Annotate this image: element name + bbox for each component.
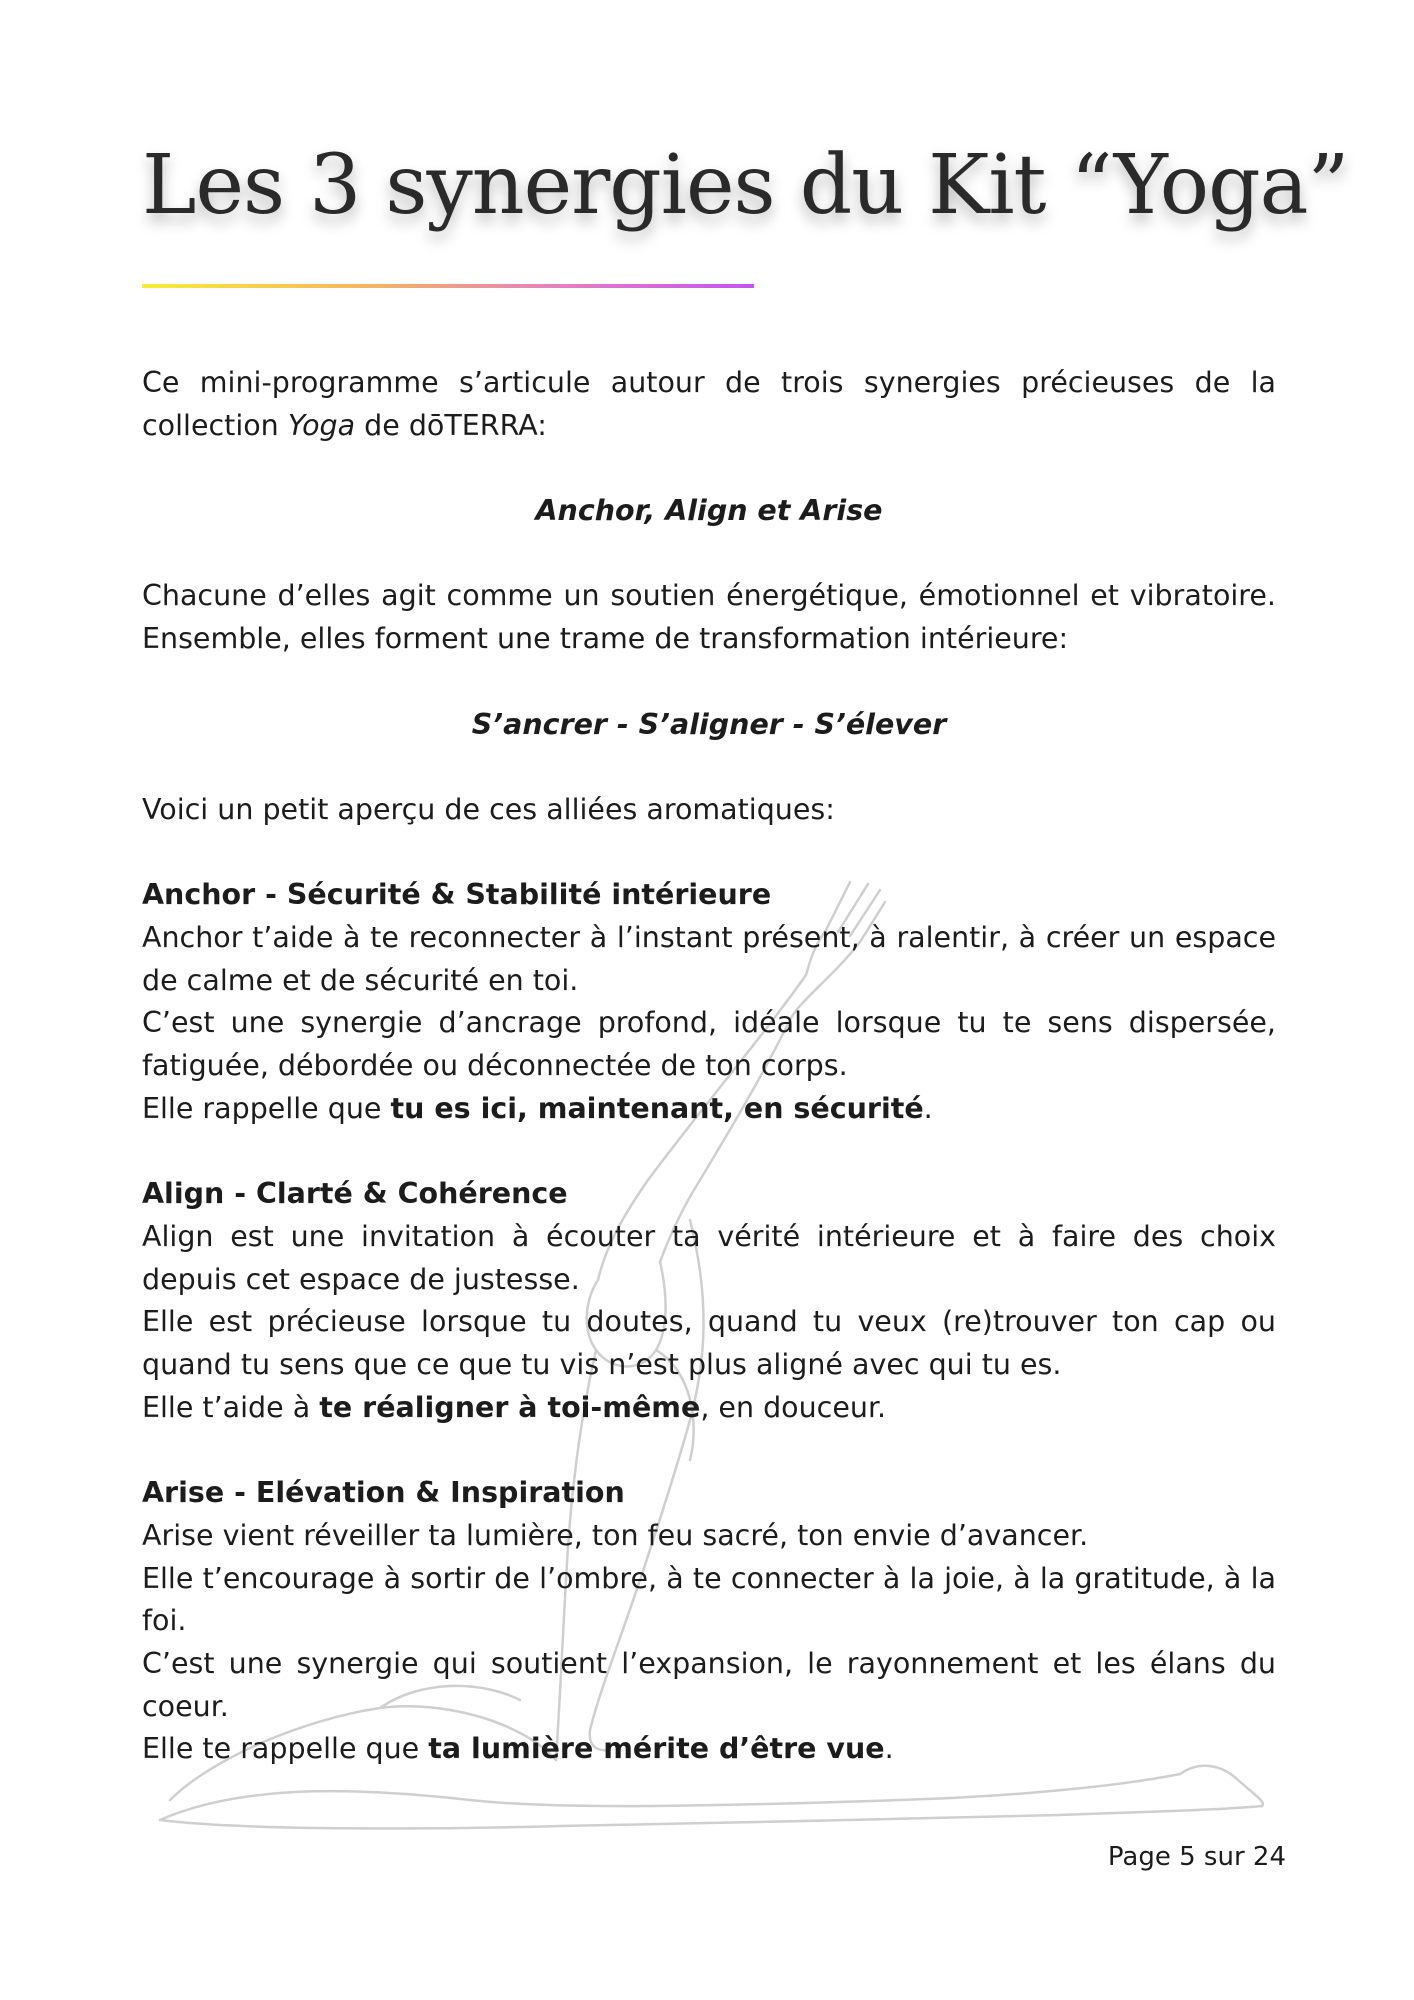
section-anchor-closing: Elle rappelle que tu es ici, maintenant, en sécurité. bbox=[142, 1091, 933, 1125]
page-title: Les 3 synergies du Kit “Yoga” bbox=[142, 138, 1349, 233]
overview-line: Voici un petit aperçu de ces alliées aromatiques: bbox=[142, 792, 835, 826]
intro-paragraph bbox=[142, 362, 1276, 447]
intro-text: Ce mini-programme s’articule autour de trois synergies précieuses de la collection bbox=[142, 366, 1276, 442]
body-text bbox=[142, 362, 1276, 1771]
section-align-line: Elle est précieuse lorsque tu doutes, quand tu veux (re)trouver ton cap ou quand tu sens que ce que tu vis n’est plus aligné avec qui tu es. bbox=[142, 1305, 1276, 1382]
section-heading-arise: Arise - Elévation & Inspiration bbox=[142, 1476, 625, 1510]
names-line: Anchor, Align et Arise bbox=[535, 494, 883, 528]
motto-line: S’ancrer - S’aligner - S’élever bbox=[471, 707, 947, 741]
section-heading-align: Align - Clarté & Cohérence bbox=[142, 1177, 568, 1211]
page-number: Page 5 sur 24 bbox=[1107, 1842, 1286, 1872]
section-arise-closing: Elle te rappelle que ta lumière mérite d’être vue. bbox=[142, 1732, 894, 1766]
intro-emphasis: Yoga bbox=[287, 408, 356, 442]
title-gradient-underline bbox=[142, 284, 754, 288]
section-align-line: Align est une invitation à écouter ta vérité intérieure et à faire des choix depuis cet espace de justesse. bbox=[142, 1219, 1276, 1296]
section-anchor-line: Anchor t’aide à te reconnecter à l’instant présent, à ralentir, à créer un espace de calme et de sécurité en toi. bbox=[142, 921, 1276, 997]
section-anchor-line: C’est une synergie d’ancrage profond, idéale lorsque tu te sens dispersée, fatiguée, débordée ou déconnectée de ton corps. bbox=[142, 1006, 1276, 1083]
intro-text-end: de dōTERRA: bbox=[355, 408, 547, 442]
section-arise-line: C’est une synergie qui soutient l’expansion, le rayonnement et les élans du coeur. bbox=[142, 1646, 1276, 1723]
second-paragraph: Chacune d’elles agit comme un soutien énergétique, émotionnel et vibratoire. Ensemble, elles forment une trame de transformation intérieure: bbox=[142, 579, 1276, 656]
section-arise-line: Arise vient réveiller ta lumière, ton feu sacré, ton envie d’avancer. bbox=[142, 1518, 1089, 1552]
section-arise-line: Elle t’encourage à sortir de l’ombre, à te connecter à la joie, à la gratitude, à la foi. bbox=[142, 1561, 1276, 1638]
section-heading-anchor: Anchor - Sécurité & Stabilité intérieure bbox=[142, 878, 772, 912]
section-align-closing: Elle t’aide à te réaligner à toi-même, en douceur. bbox=[142, 1390, 887, 1424]
